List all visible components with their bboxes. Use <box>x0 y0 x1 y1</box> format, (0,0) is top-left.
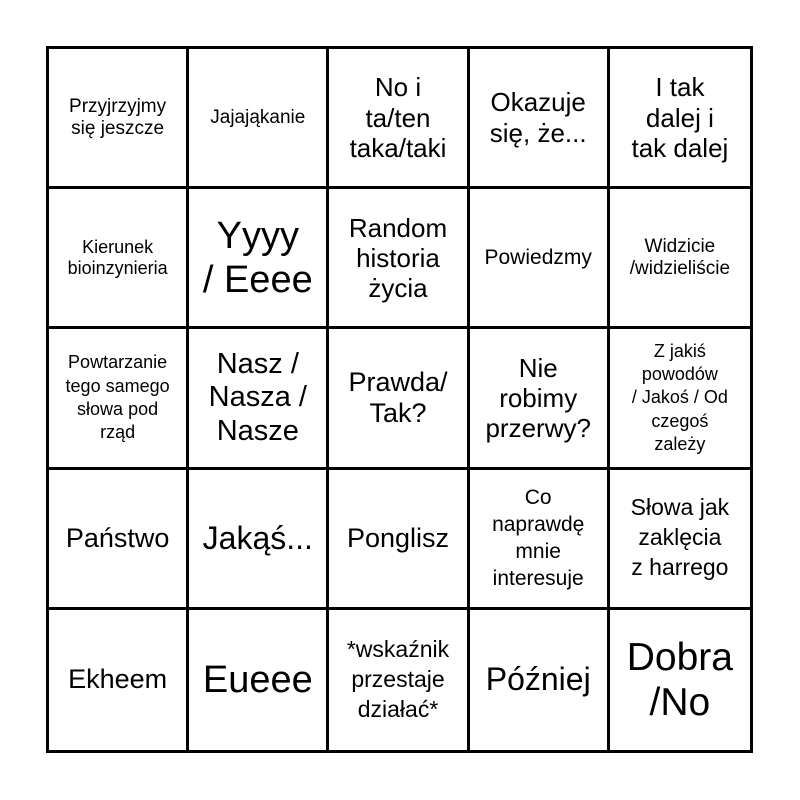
bingo-cell[interactable] <box>49 49 189 189</box>
bingo-cell[interactable] <box>189 329 329 469</box>
bingo-cell-text: Okazuje się, że... <box>489 87 587 148</box>
bingo-cell[interactable] <box>329 610 469 750</box>
bingo-cell-text: Słowa jak zaklęcia z harrego <box>630 494 730 581</box>
bingo-cell[interactable] <box>49 329 189 469</box>
bingo-cell[interactable] <box>189 610 329 750</box>
bingo-cell-text: I tak dalej i tak dalej <box>631 72 729 163</box>
bingo-cell-text: Nasz / Nasza / Nasze <box>208 347 307 447</box>
bingo-cell-text: Widzicie /widzieliście <box>629 235 731 279</box>
bingo-cell-text: Nie robimy przerwy? <box>485 352 591 444</box>
bingo-cell[interactable] <box>189 49 329 189</box>
bingo-cell-text: Z jakiś powodów / Jakoś / Od czegoś zależy <box>631 340 728 455</box>
bingo-cell-text: Powiedzmy <box>484 245 592 269</box>
bingo-cell-text: Ekheem <box>68 664 168 695</box>
bingo-cell-text: *wskaźnik przestaje działać* <box>346 636 450 722</box>
bingo-cell[interactable] <box>470 470 610 610</box>
bingo-cell-text: Kierunek bioinzynieria <box>67 236 168 278</box>
bingo-cell[interactable] <box>329 470 469 610</box>
bingo-cell-text: Random historia życia <box>348 212 448 303</box>
bingo-cell-text: Co naprawdę mnie interesuje <box>492 485 585 591</box>
bingo-cell[interactable] <box>470 610 610 750</box>
bingo-cell-text: Przyjrzyjmy się jeszcze <box>69 95 167 139</box>
bingo-cell[interactable] <box>610 329 750 469</box>
bingo-cell[interactable] <box>470 49 610 189</box>
bingo-cell-text: Eueee <box>202 658 313 701</box>
bingo-cell[interactable] <box>329 189 469 329</box>
bingo-cell-text: Państwo <box>65 522 170 553</box>
bingo-cell-text: Prawda/ Tak? <box>348 366 448 428</box>
bingo-cell[interactable] <box>470 329 610 469</box>
bingo-cell[interactable] <box>610 49 750 189</box>
bingo-cell-text: Jajająkanie <box>210 106 306 128</box>
bingo-cell[interactable] <box>189 189 329 329</box>
bingo-cell[interactable] <box>189 470 329 610</box>
bingo-cell[interactable] <box>329 329 469 469</box>
bingo-cell-text: Dobra /No <box>626 635 733 724</box>
bingo-cell[interactable] <box>610 470 750 610</box>
bingo-cell[interactable] <box>610 189 750 329</box>
bingo-cell-text: Ponglisz <box>346 522 450 553</box>
bingo-cell-text: Powtarzanie tego samego słowa pod rząd <box>65 352 170 443</box>
bingo-cell[interactable] <box>49 470 189 610</box>
bingo-cell-text: Jakąś... <box>202 519 313 556</box>
bingo-cell[interactable] <box>49 610 189 750</box>
bingo-cell[interactable] <box>49 189 189 329</box>
bingo-cell[interactable] <box>329 49 469 189</box>
bingo-board <box>46 46 753 753</box>
bingo-cell-text: Później <box>485 661 591 698</box>
bingo-cell-text: No i ta/ten taka/taki <box>349 72 447 163</box>
bingo-cell-text: Yyyy / Eeee <box>202 214 313 301</box>
bingo-cell[interactable] <box>470 189 610 329</box>
bingo-cell[interactable] <box>610 610 750 750</box>
